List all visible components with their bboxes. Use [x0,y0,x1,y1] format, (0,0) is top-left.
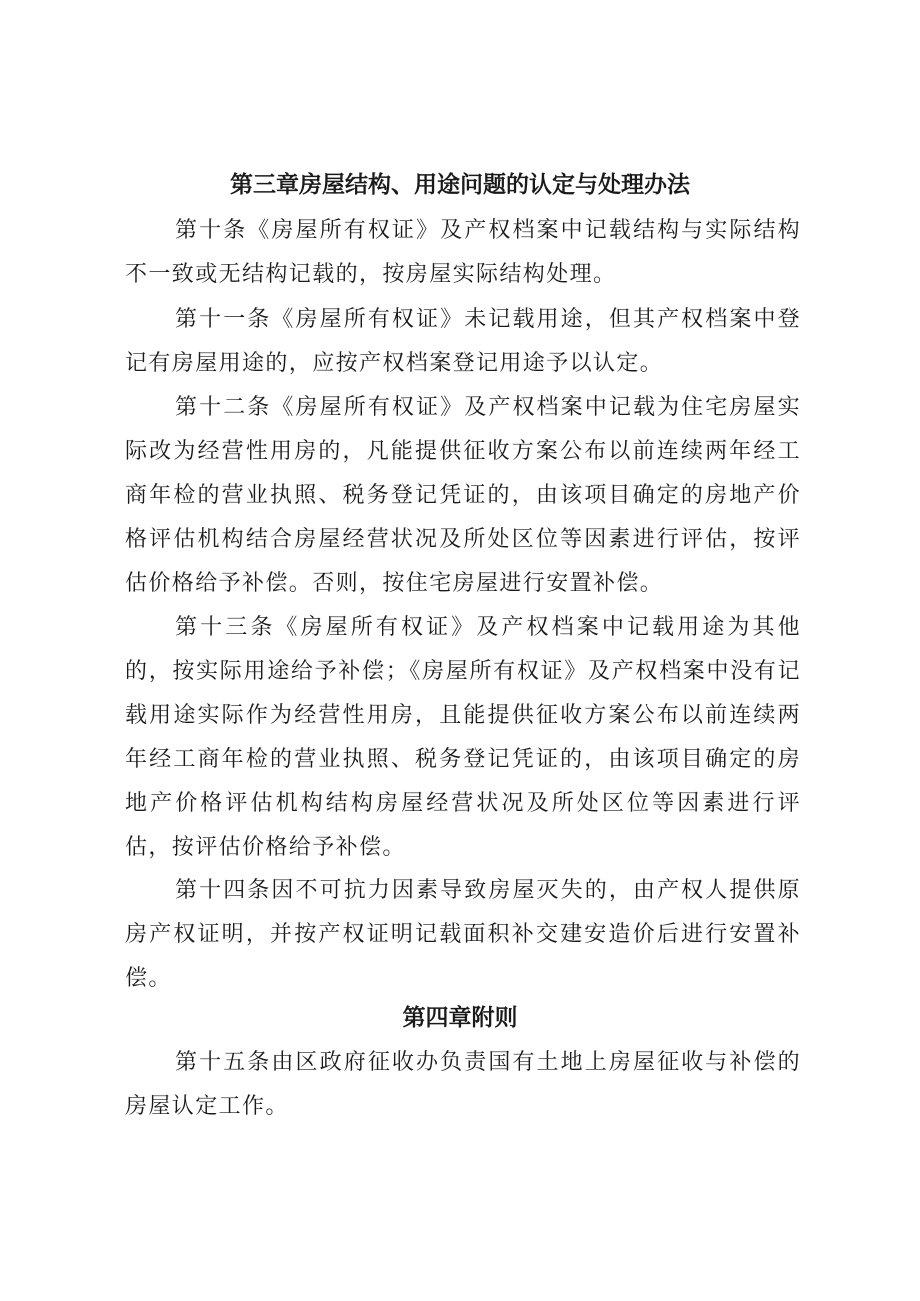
article-10: 第十条《房屋所有权证》及产权档案中记载结构与实际结构不一致或无结构记载的，按房屋实际结构处理。 [125,218,801,287]
chapter-3-title: 第三章房屋结构、用途问题的认定与处理办法 [230,172,690,198]
article-13: 第十三条《房屋所有权证》及产权档案中记载用途为其他的，按实际用途给予补偿；《房屋所有权证》及产权档案中没有记载用途实际作为经营性用房，且能提供征收方案公布以前连续两年经工商年检的营业执照、税务登记凭证的，由该项目确定的房地产价格评估机构结构房屋经营状况及所处区位等因素进行评估，按评估价格给予补偿。 [125,615,801,860]
article-14: 第十四条因不可抗力因素导致房屋灭失的，由产权人提供原房产权证明，并按产权证明记载面积补交建安造价后进行安置补偿。 [125,878,801,991]
article-11: 第十一条《房屋所有权证》未记载用途，但其产权档案中登记有房屋用途的，应按产权档案登记用途予以认定。 [125,307,801,376]
article-15: 第十五条由区政府征收办负责国有土地上房屋征收与补偿的房屋认定工作。 [125,1050,801,1119]
article-12: 第十二条《房屋所有权证》及产权档案中记载为住宅房屋实际改为经营性用房的，凡能提供征收方案公布以前连续两年经工商年检的营业执照、税务登记凭证的，由该项目确定的房地产价格评估机构结合房屋经营状况及所处区位等因素进行评估，按评估价格给予补偿。否则，按住宅房屋进行安置补偿。 [125,395,801,596]
chapter-4-title: 第四章附则 [402,1005,518,1031]
